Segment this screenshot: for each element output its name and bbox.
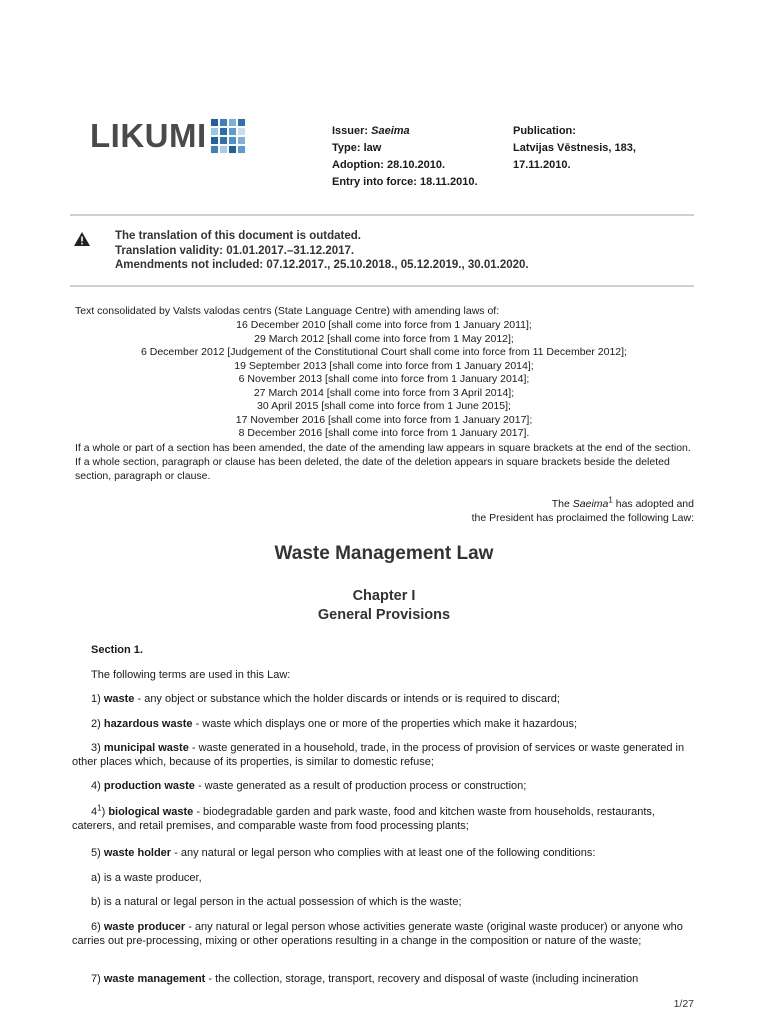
logo-grid-square <box>220 128 227 135</box>
logo-grid-square <box>238 119 245 126</box>
logo-grid-square <box>211 128 218 135</box>
term-number: 4 <box>91 806 98 818</box>
term-definition: - waste which displays one or more of the properties which make it hazardous; <box>192 718 578 730</box>
logo-grid-square <box>229 119 236 126</box>
term-definition: - any object or substance which the holder discards or intends or is required to discard; <box>134 693 560 705</box>
term-number: 1) <box>91 693 101 705</box>
logo-grid-square <box>211 146 218 153</box>
amendment-item: 29 March 2012 [shall come into force from 1 May 2012]; <box>254 332 514 345</box>
amendment-item: 6 December 2012 [Judgement of the Constitutional Court shall come into force from 11 December 2012]; <box>141 346 627 358</box>
logo-grid-square <box>229 137 236 144</box>
term-number: 5) <box>91 847 101 859</box>
subclause-text: a) is a waste producer, <box>91 872 202 884</box>
adoption: Adoption: 28.10.2010. <box>332 159 446 171</box>
amendments-list <box>75 319 693 441</box>
term-number: 3) <box>91 742 101 754</box>
divider-top <box>70 214 694 216</box>
enactment-line2: the President has proclaimed the following Law: <box>471 512 694 524</box>
term-name: municipal waste <box>103 742 189 754</box>
subclause-text: b) is a natural or legal person in the actual possession of which is the waste; <box>91 896 462 908</box>
divider-bottom <box>70 285 694 287</box>
amendment-note: If a whole or part of a section has been amended, the date of the amending law appears in square brackets at the end of the section. If a whole section, paragraph or clause has been deleted, the date of the deletion appears in square brackets beside the deleted section, paragraph or clause. <box>75 442 691 482</box>
term-subclause <box>72 896 697 910</box>
term-name: waste <box>103 693 135 705</box>
issuer <box>332 123 478 140</box>
warning-line-3: Amendments not included: 07.12.2017., 25.10.2018., 05.12.2019., 30.01.2020. <box>115 259 529 271</box>
amendment-item: 17 November 2016 [shall come into force from 1 January 2017]; <box>235 413 533 426</box>
logo-grid-square <box>229 146 236 153</box>
term-paragraph <box>72 921 697 948</box>
chapter-number: Chapter I <box>352 588 416 604</box>
consolidated-intro: Text consolidated by Valsts valodas centrs (State Language Centre) with amending laws of: <box>75 305 500 317</box>
logo-grid-square <box>238 146 245 153</box>
outdated-translation-notice <box>115 229 529 273</box>
term-definition: - waste generated in a household, trade, in the process of provision of services or waste generated in other places which, because of its properties, is similar to domestic refuse; <box>72 742 685 768</box>
section-heading: Section 1. <box>91 644 143 656</box>
amendment-item: 30 April 2015 [shall come into force from 1 June 2015]; <box>257 400 511 412</box>
term-paragraph <box>72 693 697 707</box>
likumi-logo[interactable] <box>90 118 245 154</box>
warning-line-1: The translation of this document is outdated. <box>115 230 361 242</box>
logo-grid-square <box>211 137 218 144</box>
term-paragraph <box>72 742 697 769</box>
law-title: Waste Management Law <box>274 543 494 564</box>
term-name: waste management <box>103 973 206 985</box>
section-intro: The following terms are used in this Law: <box>91 669 291 681</box>
entry-into-force: Entry into force: 18.11.2010. <box>332 176 478 188</box>
logo-grid-square <box>220 146 227 153</box>
term-number: 6) <box>91 921 101 933</box>
warning-line-2: Translation validity: 01.01.2017.–31.12.2017. <box>115 244 355 257</box>
term-definition: - any natural or legal person whose activities generate waste (original waste producer) or anyone who carries out pre-processing, mixing or other operations resulting in a change in the composition or nature of the waste; <box>72 921 683 947</box>
page-number: 1/27 <box>673 998 694 1010</box>
issuer-label: Issuer: <box>332 125 369 137</box>
logo-grid-square <box>238 128 245 135</box>
logo-grid-square <box>238 137 245 144</box>
term-number: 4) <box>91 780 101 792</box>
term-definition: - the collection, storage, transport, recovery and disposal of waste (including incineration <box>205 973 639 985</box>
term-paragraph <box>72 780 697 794</box>
term-number-sup: 1 <box>97 803 102 813</box>
publication-line1: Latvijas Vēstnesis, 183, <box>513 142 636 154</box>
term-name: waste holder <box>103 847 172 859</box>
publication-meta <box>513 123 636 174</box>
term-subclause <box>72 872 697 886</box>
amendment-item: 27 March 2014 [shall come into force from 3 April 2014]; <box>253 386 515 399</box>
logo-grid-square <box>211 119 218 126</box>
enactment-the: The <box>551 498 570 510</box>
logo-grid-icon <box>211 119 245 153</box>
term-definition: - waste generated as a result of production process or construction; <box>194 780 527 792</box>
logo-grid-square <box>229 128 236 135</box>
term-paragraph <box>72 718 697 732</box>
term-paragraph <box>72 973 697 987</box>
amendment-item: 19 September 2013 [shall come into force from 1 January 2014]; <box>234 359 534 372</box>
term-number: 7) <box>91 973 101 985</box>
logo-text: LIKUMI <box>90 117 207 154</box>
publication-label: Publication: <box>513 125 576 137</box>
logo-grid-square <box>220 137 227 144</box>
warning-icon <box>74 232 90 246</box>
amendment-item: 16 December 2010 [shall come into force from 1 January 2011]; <box>236 319 532 331</box>
term-definition: - biodegradable garden and park waste, food and kitchen waste from households, restaurants, caterers, and retail premises, and comparable waste from food processing plants; <box>72 806 655 832</box>
footnote-ref[interactable]: 1 <box>608 495 613 505</box>
term-paragraph <box>72 847 697 861</box>
term-name: biological waste <box>108 806 194 818</box>
chapter-heading <box>0 587 768 624</box>
term-paragraph <box>72 803 697 833</box>
chapter-title: General Provisions <box>317 606 451 623</box>
type: Type: law <box>332 142 382 154</box>
issuer-value: Saeima <box>371 125 410 137</box>
document-meta <box>332 123 478 191</box>
term-number-paren: ) <box>101 806 106 818</box>
term-name: production waste <box>103 780 195 792</box>
amendment-item: 6 November 2013 [shall come into force from 1 January 2014]; <box>238 373 530 385</box>
term-definition: - any natural or legal person who complies with at least one of the following conditions: <box>171 847 596 859</box>
term-name: waste producer <box>103 921 186 933</box>
term-name: hazardous waste <box>103 718 193 730</box>
logo-grid-square <box>220 119 227 126</box>
saeima-word: Saeima <box>572 498 609 510</box>
publication-line2: 17.11.2010. <box>513 159 571 171</box>
amendment-item: 8 December 2016 [shall come into force from 1 January 2017]. <box>238 427 530 439</box>
enactment-rest: has adopted and <box>615 498 694 510</box>
enactment-formula <box>380 497 694 525</box>
term-number: 2) <box>91 718 101 730</box>
